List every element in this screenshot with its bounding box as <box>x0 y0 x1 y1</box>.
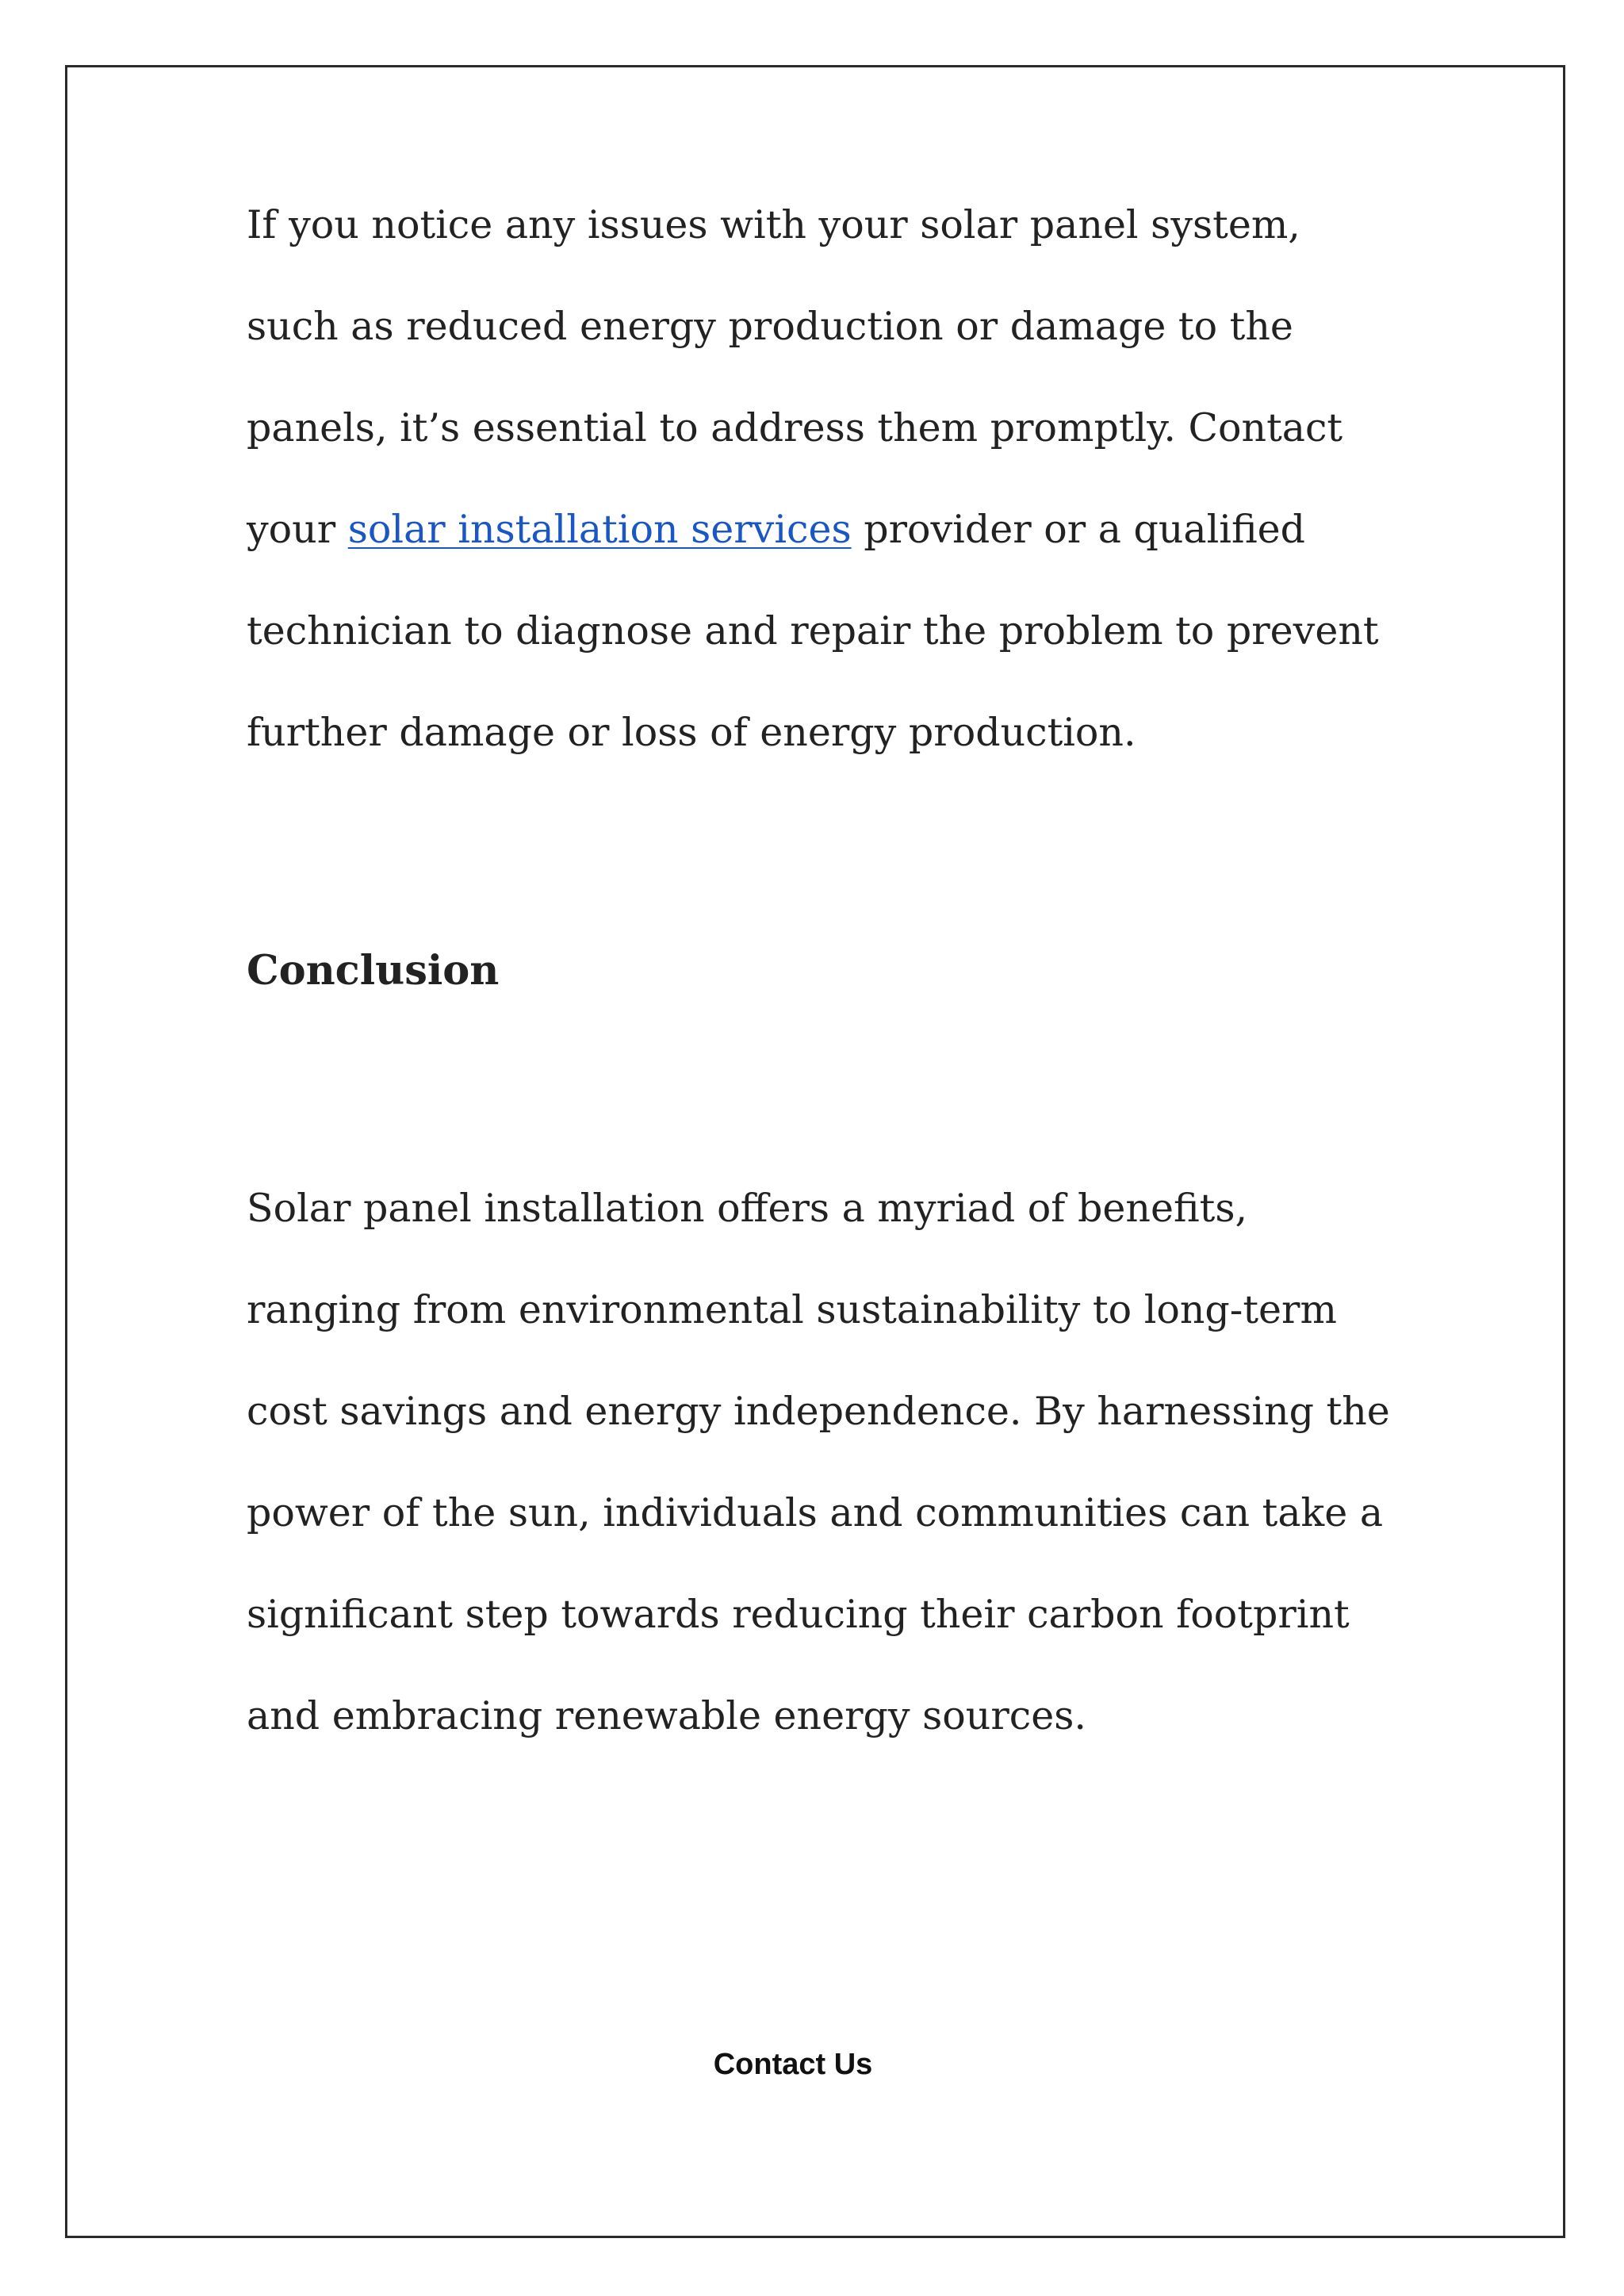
document-body <box>247 174 1404 1767</box>
issues-text-start: If you notice any issues with your solar panel system, such as reduced energy production or damage to the panels, it’s essential to address them promptly. Contact your <box>247 202 1343 552</box>
conclusion-paragraph: Solar panel installation offers a myriad of benefits, ranging from environmental sustainability to long-term cost savings and energy independence. By harnessing the power of the sun, individuals and communities can take a significant step towards reducing their carbon footprint and embracing renewable energy sources. <box>247 1186 1390 1738</box>
solar-installation-services-link[interactable]: solar installation services <box>347 507 852 552</box>
conclusion-heading: Conclusion <box>247 947 500 995</box>
issues-paragraph <box>247 174 1404 784</box>
issues-text-end: provider or a qualified technician to diagnose and repair the problem to prevent further damage or loss of energy production. <box>247 507 1379 755</box>
contact-us-link[interactable]: Contact Us <box>713 2048 873 2081</box>
